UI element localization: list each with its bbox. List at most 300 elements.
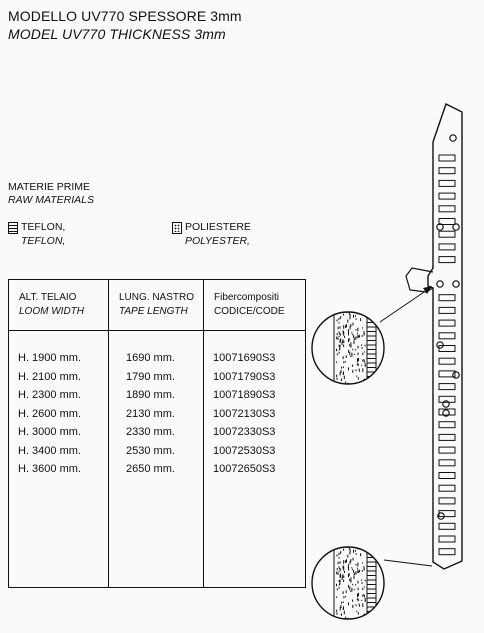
fiber-speck [355, 629, 356, 633]
detail-pointer-top [380, 288, 430, 322]
fiber-speck [355, 309, 356, 312]
fiber-speck [357, 569, 358, 573]
fiber-speck [339, 352, 340, 354]
fiber-speck [353, 335, 354, 338]
tape-slot [439, 231, 455, 237]
tape-length-cell: 1790 mm. [126, 370, 175, 383]
fiber-speck [336, 396, 337, 399]
fiber-speck [357, 333, 358, 334]
fiber-speck [350, 591, 351, 592]
fiber-speck [357, 334, 358, 338]
fiber-speck [348, 339, 349, 342]
fiber-speck [339, 571, 340, 572]
fiber-speck [350, 314, 351, 317]
detail-circle-bottom [312, 535, 384, 633]
fiber-speck [343, 560, 344, 564]
fiber-speck [348, 567, 349, 571]
fiber-speck [352, 370, 353, 373]
loom-width-cell: H. 3400 mm. [18, 444, 81, 457]
fiber-speck [354, 576, 355, 579]
fiber-speck [346, 396, 347, 399]
fiber-speck [352, 584, 353, 586]
fiber-speck [341, 302, 342, 306]
fiber-speck [338, 337, 339, 339]
tape-hole [443, 401, 449, 407]
fiber-speck [338, 539, 339, 542]
tape-slot [439, 384, 455, 390]
fiber-speck [345, 560, 346, 563]
fiber-speck [345, 596, 346, 597]
fiber-speck [343, 567, 344, 571]
fiber-speck [352, 365, 353, 367]
fiber-speck [356, 336, 357, 339]
fiber-speck [341, 625, 342, 628]
fiber-speck [356, 318, 357, 320]
fiber-speck [351, 567, 352, 568]
fiber-speck [348, 367, 349, 370]
tape-slot [439, 523, 455, 529]
fiber-speck [362, 347, 363, 349]
fiber-speck [353, 315, 354, 318]
fiber-speck [347, 555, 348, 558]
fiber-speck [353, 550, 354, 553]
tape-length-cell: 2530 mm. [126, 444, 175, 457]
fiber-speck [364, 537, 365, 539]
fiber-speck [361, 344, 362, 345]
header-code-italian: Fibercompositi [214, 292, 280, 303]
fiber-speck [338, 309, 339, 311]
fiber-speck [336, 610, 337, 612]
fiber-speck [353, 390, 354, 391]
fiber-speck [343, 576, 344, 579]
fiber-speck [364, 302, 365, 304]
fiber-speck [364, 388, 365, 390]
fiber-speck [356, 329, 357, 331]
fiber-speck [349, 395, 350, 399]
fiber-speck [338, 626, 339, 628]
fiber-speck [343, 341, 344, 344]
fiber-speck [365, 580, 366, 582]
fiber-speck [341, 613, 342, 616]
fiber-speck [352, 605, 353, 608]
fiber-speck [354, 341, 355, 344]
tape-slot [439, 307, 455, 313]
tape-slot [439, 358, 455, 364]
teflon-label-italian: TEFLON, [21, 221, 66, 233]
fiber-speck [353, 570, 354, 573]
fiber-speck [358, 308, 359, 310]
detail-circle-top [312, 300, 384, 400]
fiber-speck [343, 580, 344, 583]
fiber-speck [344, 376, 345, 380]
fiber-speck [336, 597, 337, 598]
fiber-speck [351, 353, 352, 357]
fiber-speck [339, 566, 340, 568]
fiber-speck [339, 553, 340, 556]
fiber-speck [349, 620, 350, 621]
fiber-speck [349, 386, 350, 389]
fiber-speck [343, 367, 344, 369]
header-tape-length-english: TAPE LENGTH [119, 306, 188, 317]
fiber-speck [338, 627, 339, 631]
tape-slot [439, 498, 455, 504]
fiber-speck [365, 303, 366, 304]
fiber-speck [364, 594, 365, 595]
fiber-speck [340, 568, 341, 571]
fiber-speck [341, 378, 342, 381]
fiber-speck [337, 333, 338, 335]
fiber-speck [336, 337, 337, 340]
fiber-speck [351, 624, 352, 627]
fiber-speck [355, 370, 356, 371]
tape-slot [439, 244, 455, 250]
tape-slot [439, 447, 455, 453]
tape-length-cell: 1690 mm. [126, 352, 175, 364]
fiber-speck [357, 563, 358, 567]
fiber-speck [343, 345, 344, 348]
loom-width-cell: H. 3600 mm. [18, 463, 81, 475]
code-cell: 10072650S3 [213, 463, 276, 475]
fiber-speck [348, 388, 349, 391]
fiber-speck [362, 353, 363, 355]
fiber-speck [348, 602, 349, 605]
materials-heading-italian: MATERIE PRIME [8, 181, 91, 193]
fiber-speck [344, 611, 345, 615]
fiber-speck [340, 573, 341, 577]
fiber-speck [358, 391, 359, 393]
fiber-speck [362, 562, 363, 563]
tape-hole [437, 281, 443, 287]
fiber-speck [353, 625, 354, 626]
fiber-speck [337, 568, 338, 570]
loom-width-cell: H. 2600 mm. [18, 407, 81, 420]
fiber-speck [361, 579, 362, 580]
fiber-speck [362, 588, 363, 590]
fiber-speck [340, 623, 341, 626]
fiber-speck [346, 590, 347, 593]
tape-round-holes [437, 135, 459, 519]
fiber-speck [350, 543, 351, 545]
fiber-speck [350, 549, 351, 552]
fiber-speck [338, 327, 339, 330]
fiber-speck [357, 594, 358, 598]
fiber-speck [364, 331, 365, 335]
fiber-speck [336, 362, 337, 363]
fiber-speck [340, 551, 341, 553]
fiber-speck [357, 328, 358, 332]
fiber-speck [362, 368, 363, 372]
fiber-speck [348, 585, 349, 588]
header-tape-length-italian: LUNG. NASTRO [119, 292, 195, 303]
fiber-speck [337, 589, 338, 591]
fiber-speck [360, 554, 361, 556]
fiber-speck [352, 334, 353, 336]
tape-slot [439, 485, 455, 491]
fiber-speck [341, 390, 342, 393]
fiber-speck [344, 537, 345, 539]
fiber-speck [359, 604, 360, 606]
fiber-speck [352, 349, 353, 351]
fiber-speck [340, 326, 341, 328]
code-cell: 10071690S3 [213, 352, 276, 364]
fiber-speck [347, 320, 348, 323]
fiber-speck [354, 589, 355, 590]
fiber-speck [339, 336, 340, 337]
fiber-speck [339, 322, 340, 323]
fiber-speck [338, 572, 339, 574]
fiber-speck [354, 573, 355, 575]
tape-hole [450, 135, 456, 141]
fiber-speck [355, 621, 356, 623]
fiber-speck [362, 603, 363, 607]
fiber-speck [357, 568, 358, 569]
header-code-english: CODICE/CODE [214, 306, 285, 317]
fiber-speck [345, 361, 346, 362]
fiber-speck [364, 596, 365, 598]
header-loom-width-english: LOOM WIDTH [19, 306, 84, 317]
fiber-speck [358, 364, 359, 367]
fiber-speck [359, 605, 360, 607]
fiber-speck [349, 621, 350, 624]
code-cell: 10071790S3 [213, 370, 276, 383]
fiber-speck [353, 323, 354, 326]
fiber-speck [356, 611, 357, 612]
fiber-speck [340, 338, 341, 342]
fiber-speck [343, 549, 344, 551]
fiber-speck [355, 349, 356, 350]
fiber-speck [337, 354, 338, 356]
tape-slot [439, 257, 455, 263]
fiber-speck [345, 305, 346, 308]
loom-width-cell: H. 2100 mm. [18, 370, 81, 383]
fiber-speck [364, 623, 365, 625]
tape-slot [439, 536, 455, 542]
fiber-speck [349, 622, 350, 625]
fiber-speck [343, 307, 344, 309]
teflon-label-english: TEFLON, [21, 235, 66, 247]
fiber-speck [339, 585, 340, 586]
fiber-speck [348, 623, 349, 626]
fiber-speck [336, 584, 337, 586]
fiber-speck [350, 542, 351, 544]
fiber-speck [343, 596, 344, 598]
tape-slot [439, 434, 455, 440]
tape-slot [439, 460, 455, 466]
fiber-speck [338, 391, 339, 393]
fiber-speck [339, 557, 340, 558]
tape-slot [439, 511, 455, 517]
fiber-speck [349, 352, 350, 356]
fiber-speck [336, 375, 337, 377]
fiber-speck [341, 602, 342, 604]
tape-slot [439, 422, 455, 428]
detail-pointer-bottom [384, 560, 432, 566]
fiber-speck [336, 349, 337, 351]
fiber-speck [359, 370, 360, 372]
tape-hole [453, 372, 459, 378]
fiber-speck [343, 339, 344, 340]
fiber-speck [365, 365, 366, 367]
fiber-speck [341, 537, 342, 541]
fiber-speck [346, 355, 347, 358]
fiber-speck [341, 367, 342, 369]
fiber-speck [345, 325, 346, 328]
fiber-speck [358, 612, 359, 615]
fiber-speck [356, 376, 357, 377]
code-cell: 10072330S3 [213, 426, 276, 438]
fiber-speck [356, 564, 357, 566]
fiber-speck [349, 344, 350, 346]
fiber-speck [340, 372, 341, 376]
fiber-speck [355, 394, 356, 398]
fiber-speck [337, 613, 338, 615]
fiber-speck [346, 324, 347, 327]
fiber-speck [343, 602, 344, 604]
fiber-speck [349, 552, 350, 554]
tape-hole [453, 224, 459, 230]
fiber-speck [365, 345, 366, 347]
fiber-speck [338, 621, 339, 624]
fiber-speck [358, 626, 359, 628]
fiber-speck [362, 312, 363, 314]
fiber-speck [362, 393, 363, 395]
fiber-speck [355, 550, 356, 552]
fiber-speck [348, 574, 349, 577]
fiber-speck [351, 332, 352, 333]
fiber-speck [362, 582, 363, 584]
fiber-speck [348, 350, 349, 353]
fiber-speck [344, 336, 345, 338]
fiber-speck [343, 314, 344, 316]
fiber-speck [355, 605, 356, 606]
fiber-speck [349, 587, 350, 591]
fiber-speck [360, 383, 361, 384]
tape-slot [439, 473, 455, 479]
fiber-speck [343, 371, 344, 374]
fiber-speck [365, 538, 366, 539]
fiber-speck [350, 307, 351, 309]
fiber-speck [364, 351, 365, 352]
fiber-speck [346, 540, 347, 541]
fiber-speck [364, 626, 365, 630]
header-loom-width-italian: ALT. TELAIO [19, 292, 77, 303]
fiber-speck [356, 553, 357, 555]
tape-slot [439, 320, 455, 326]
fiber-speck [358, 588, 359, 591]
code-cell: 10072130S3 [213, 407, 276, 420]
fiber-speck [357, 598, 358, 600]
fiber-speck [358, 581, 359, 584]
loom-width-cell: H. 2300 mm. [18, 389, 81, 401]
fiber-speck [351, 389, 352, 392]
tape-slot [439, 206, 455, 212]
tape-slot-holes [439, 155, 455, 555]
tape-slot [439, 168, 455, 174]
tape-length-cell: 2650 mm. [126, 463, 175, 475]
fiber-speck [337, 555, 338, 557]
code-cell: 10072530S3 [213, 444, 276, 457]
fiber-speck [350, 580, 351, 583]
code-cell: 10071890S3 [213, 389, 276, 401]
fiber-speck [339, 318, 340, 321]
tape-slot [439, 155, 455, 161]
fiber-speck [338, 304, 339, 307]
fiber-speck [350, 308, 351, 310]
tape-slot [439, 193, 455, 199]
fiber-speck [359, 390, 360, 393]
fiber-speck [339, 345, 340, 347]
fiber-speck [338, 392, 339, 396]
tape-slot [439, 180, 455, 186]
fiber-speck [339, 580, 340, 582]
fiber-speck [340, 607, 341, 611]
fiber-speck [346, 559, 347, 562]
fiber-speck [339, 350, 340, 351]
title-italian: MODELLO UV770 SPESSORE 3mm [8, 8, 242, 24]
fiber-speck [352, 569, 353, 571]
polyester-label-english: POLYESTER, [185, 235, 250, 247]
fiber-speck [337, 378, 338, 380]
fiber-speck [358, 599, 359, 602]
fiber-speck [350, 356, 351, 357]
fiber-speck [343, 332, 344, 336]
fiber-speck [343, 361, 344, 363]
fiber-speck [340, 538, 341, 541]
fiber-speck [345, 540, 346, 543]
fiber-speck [343, 574, 344, 575]
fiber-speck [358, 543, 359, 545]
fiber-speck [336, 572, 337, 575]
fiber-speck [352, 600, 353, 602]
fiber-speck [344, 302, 345, 304]
tape-slot [439, 295, 455, 301]
tape-slot [439, 549, 455, 555]
fiber-speck [364, 586, 365, 587]
fiber-speck [340, 388, 341, 391]
fiber-speck [362, 327, 363, 328]
fiber-speck [355, 315, 356, 317]
fiber-speck [349, 317, 350, 319]
fiber-speck [354, 354, 355, 355]
fiber-speck [365, 383, 366, 386]
loom-width-cell: H. 1900 mm. [18, 352, 81, 364]
fiber-speck [340, 333, 341, 336]
loom-width-cell: H. 3000 mm. [18, 426, 81, 438]
fiber-speck [354, 338, 355, 340]
fiber-speck [358, 353, 359, 356]
tape-hole [453, 281, 459, 287]
fiber-speck [358, 593, 359, 596]
fiber-speck [339, 331, 340, 333]
tape-length-cell: 2130 mm. [126, 407, 175, 420]
fiber-speck [340, 316, 341, 318]
title-english: MODEL UV770 THICKNESS 3mm [8, 26, 226, 42]
fiber-speck [362, 360, 363, 362]
fiber-speck [349, 387, 350, 390]
tape-length-cell: 1890 mm. [126, 389, 175, 401]
fiber-speck [362, 595, 363, 597]
fiber-speck [365, 600, 366, 602]
fiber-speck [350, 561, 351, 564]
fiber-speck [357, 363, 358, 365]
fiber-speck [343, 356, 344, 359]
fiber-speck [357, 359, 358, 363]
fiber-speck [364, 566, 365, 570]
fiber-speck [362, 547, 363, 549]
fiber-speck [364, 391, 365, 395]
fiber-speck [361, 600, 362, 601]
fiber-speck [360, 319, 361, 321]
